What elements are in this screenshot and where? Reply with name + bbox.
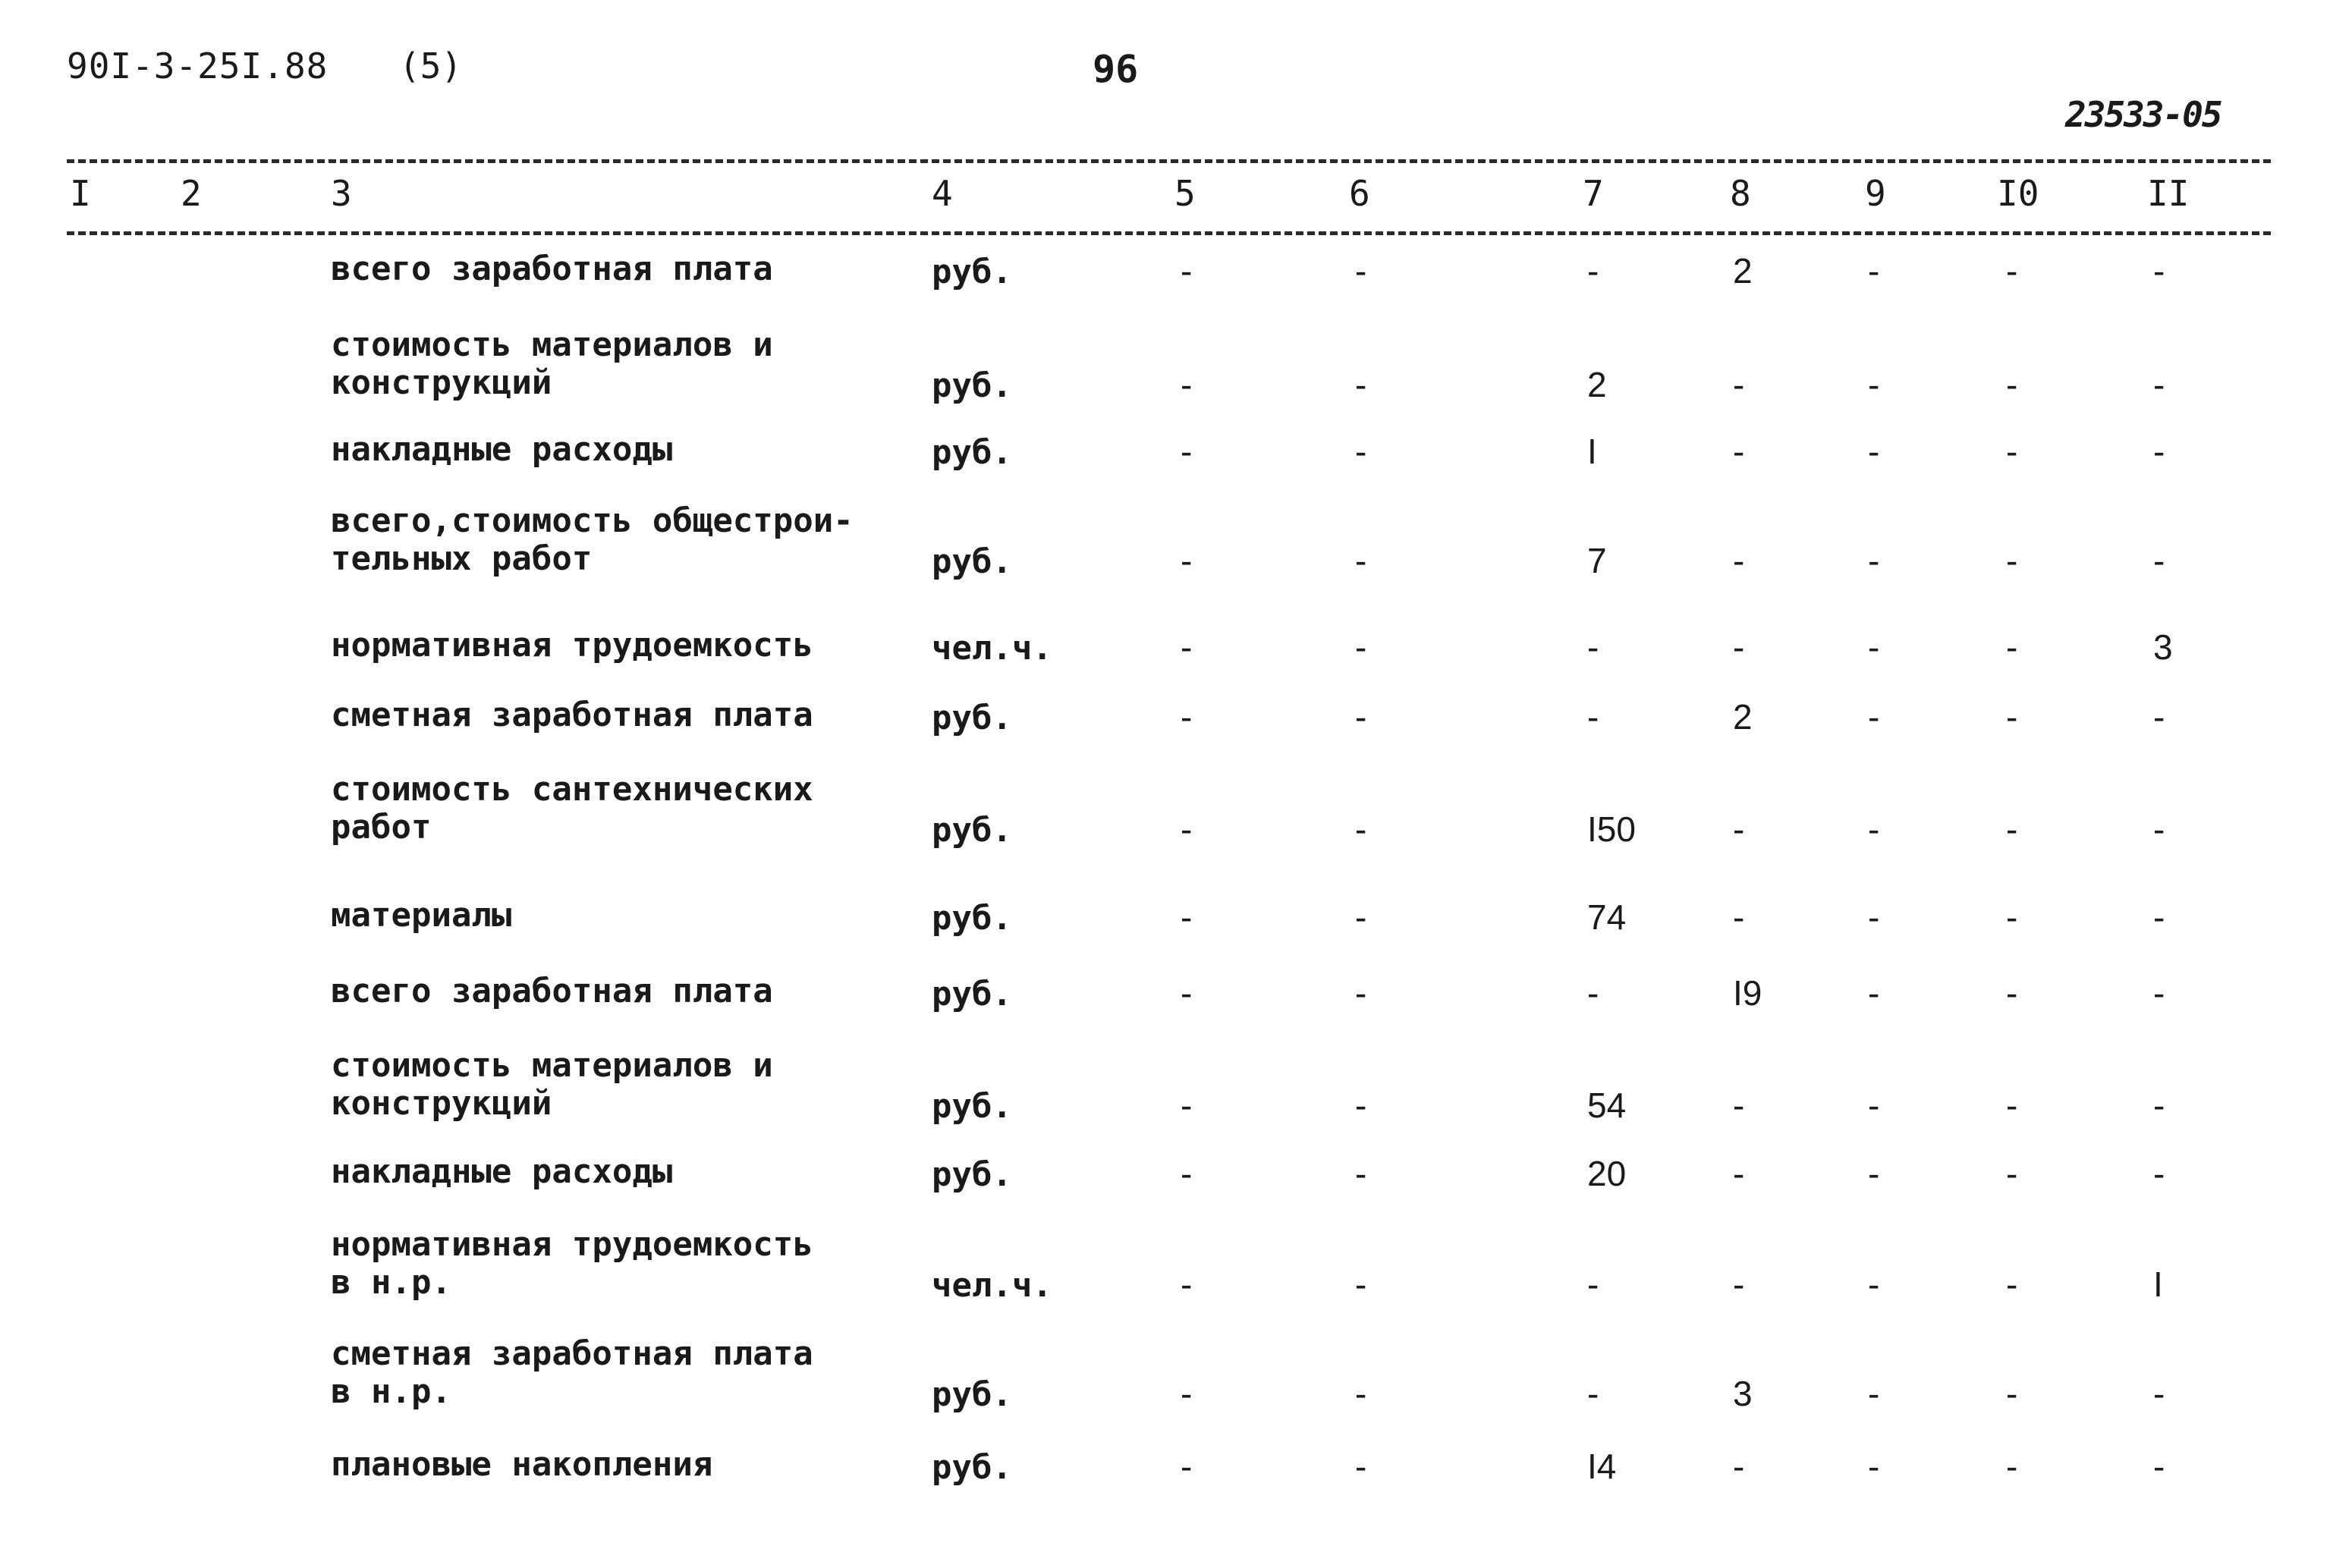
table-cell-c11: - [2153, 1086, 2165, 1125]
row-label-line: в н.р. [331, 1263, 451, 1302]
table-cell-c9: - [1868, 1086, 1880, 1125]
row-unit: руб. [932, 699, 1012, 737]
table-cell-c6: - [1355, 541, 1367, 580]
row-unit: руб. [932, 366, 1012, 405]
table-cell-c10: - [2006, 1086, 2018, 1125]
table-cell-c10: - [2006, 1265, 2018, 1304]
table-cell-c9: - [1868, 1374, 1880, 1413]
table-cell-c8: - [1733, 627, 1745, 667]
table-cell-c6: - [1355, 897, 1367, 937]
row-label [331, 696, 813, 734]
table-cell-c10: - [2006, 1447, 2018, 1486]
table-cell-c6: - [1355, 1447, 1367, 1486]
table-cell-c6: - [1355, 1265, 1367, 1304]
table-cell-c9: - [1868, 1154, 1880, 1193]
table-cell-c5: - [1181, 697, 1193, 737]
row-label-line: стоимость материалов и [331, 1046, 773, 1085]
column-header: 9 [1865, 173, 1886, 214]
row-label-line: в н.р. [331, 1372, 451, 1411]
row-label-line: работ [331, 808, 432, 847]
row-label [331, 1047, 773, 1123]
table-cell-c7: - [1587, 1374, 1599, 1413]
row-unit: руб. [932, 1155, 1012, 1194]
table-cell-c8: 3 [1733, 1374, 1753, 1413]
table-cell-c11: - [2153, 541, 2165, 580]
table-cell-c10: - [2006, 1374, 2018, 1413]
table-cell-c7: I50 [1587, 809, 1636, 849]
table-cell-c10: - [2006, 627, 2018, 667]
row-unit: руб. [932, 899, 1012, 938]
table-cell-c9: - [1868, 432, 1880, 471]
row-label-line: конструкций [331, 363, 552, 402]
table-cell-c9: - [1868, 541, 1880, 580]
row-label-line: конструкций [331, 1084, 552, 1123]
row-unit: руб. [932, 253, 1012, 291]
row-label-line: нормативная трудоемкость [331, 626, 813, 665]
row-label [331, 1335, 813, 1411]
top-dashed-rule [67, 159, 2271, 163]
table-cell-c9: - [1868, 251, 1880, 291]
table-cell-c6: - [1355, 432, 1367, 471]
row-label [331, 431, 672, 469]
table-cell-c8: 2 [1733, 251, 1753, 291]
row-label [331, 1153, 672, 1191]
row-label-line: стоимость сантехнических [331, 770, 813, 809]
table-cell-c7: I4 [1587, 1447, 1617, 1486]
row-label [331, 250, 773, 288]
table-cell-c8: - [1733, 365, 1745, 404]
column-header: 2 [181, 173, 202, 214]
table-cell-c7: - [1587, 627, 1599, 667]
table-cell-c5: - [1181, 1265, 1193, 1304]
table-cell-c7: 54 [1587, 1086, 1627, 1125]
table-cell-c11: I [2153, 1265, 2163, 1304]
handwritten-stamp: 23533-05 [2065, 94, 2222, 135]
table-cell-c5: - [1181, 365, 1193, 404]
column-header: 8 [1730, 173, 1751, 214]
row-unit: руб. [932, 433, 1012, 472]
table-cell-c8: - [1733, 897, 1745, 937]
row-label-line: накладные расходы [331, 430, 673, 469]
table-cell-c6: - [1355, 973, 1367, 1013]
row-label-line: всего,стоимость общестрои- [331, 501, 854, 540]
column-header: 5 [1174, 173, 1196, 214]
table-cell-c8: - [1733, 432, 1745, 471]
table-cell-c5: - [1181, 809, 1193, 849]
sheet-number: (5) [399, 46, 463, 86]
table-cell-c8: I9 [1733, 973, 1762, 1013]
table-cell-c9: - [1868, 1265, 1880, 1304]
row-label [331, 771, 813, 847]
row-label [331, 326, 773, 402]
table-cell-c8: 2 [1733, 697, 1753, 737]
table-cell-c6: - [1355, 627, 1367, 667]
row-label-line: плановые накопления [331, 1445, 713, 1484]
table-cell-c11: - [2153, 1447, 2165, 1486]
column-header: 7 [1583, 173, 1604, 214]
table-cell-c7: - [1587, 973, 1599, 1013]
row-label [331, 502, 854, 578]
row-label-line: тельных работ [331, 539, 593, 578]
table-cell-c5: - [1181, 541, 1193, 580]
table-cell-c5: - [1181, 1374, 1193, 1413]
table-cell-c10: - [2006, 897, 2018, 937]
table-cell-c8: - [1733, 541, 1745, 580]
column-header: 3 [331, 173, 352, 214]
row-label-line: нормативная трудоемкость [331, 1225, 813, 1264]
header-dashed-rule [67, 231, 2271, 235]
table-cell-c6: - [1355, 697, 1367, 737]
row-label-line: стоимость материалов и [331, 325, 773, 364]
table-cell-c9: - [1868, 1447, 1880, 1486]
row-label-line: сметная заработная плата [331, 1334, 813, 1373]
row-unit: чел.ч. [932, 1266, 1052, 1305]
table-cell-c5: - [1181, 897, 1193, 937]
row-label-line: всего заработная плата [331, 972, 773, 1010]
table-cell-c6: - [1355, 809, 1367, 849]
table-cell-c7: - [1587, 251, 1599, 291]
table-cell-c11: 3 [2153, 627, 2173, 667]
column-header: I0 [1997, 173, 2039, 214]
table-cell-c8: - [1733, 1086, 1745, 1125]
row-unit: руб. [932, 1375, 1012, 1414]
table-cell-c6: - [1355, 251, 1367, 291]
table-cell-c5: - [1181, 432, 1193, 471]
document-code: 90I-3-25I.88 [67, 46, 329, 86]
table-cell-c11: - [2153, 1154, 2165, 1193]
table-cell-c8: - [1733, 1447, 1745, 1486]
table-cell-c9: - [1868, 627, 1880, 667]
table-cell-c8: - [1733, 809, 1745, 849]
row-label [331, 973, 773, 1010]
table-cell-c9: - [1868, 697, 1880, 737]
table-cell-c10: - [2006, 697, 2018, 737]
row-label [331, 627, 813, 665]
table-cell-c7: - [1587, 697, 1599, 737]
table-cell-c8: - [1733, 1154, 1745, 1193]
row-unit: руб. [932, 1448, 1012, 1487]
table-cell-c11: - [2153, 897, 2165, 937]
table-cell-c6: - [1355, 1086, 1367, 1125]
table-cell-c11: - [2153, 973, 2165, 1013]
table-cell-c5: - [1181, 251, 1193, 291]
table-cell-c5: - [1181, 1154, 1193, 1193]
table-cell-c10: - [2006, 432, 2018, 471]
table-cell-c11: - [2153, 432, 2165, 471]
table-cell-c10: - [2006, 973, 2018, 1013]
column-header: 6 [1349, 173, 1370, 214]
row-label [331, 1446, 712, 1484]
row-label-line: сметная заработная плата [331, 696, 813, 734]
table-cell-c7: - [1587, 1265, 1599, 1304]
column-header: 4 [932, 173, 953, 214]
table-cell-c11: - [2153, 697, 2165, 737]
table-cell-c11: - [2153, 809, 2165, 849]
table-cell-c9: - [1868, 973, 1880, 1013]
row-label [331, 897, 511, 935]
table-cell-c10: - [2006, 365, 2018, 404]
table-cell-c9: - [1868, 809, 1880, 849]
column-header: I [70, 173, 91, 214]
table-cell-c7: I [1587, 432, 1597, 471]
column-header: II [2147, 173, 2190, 214]
table-cell-c7: 7 [1587, 541, 1607, 580]
row-unit: руб. [932, 542, 1012, 581]
table-cell-c6: - [1355, 1374, 1367, 1413]
table-cell-c7: 2 [1587, 365, 1607, 404]
table-cell-c6: - [1355, 1154, 1367, 1193]
row-unit: руб. [932, 975, 1012, 1013]
table-cell-c5: - [1181, 1086, 1193, 1125]
table-cell-c10: - [2006, 1154, 2018, 1193]
table-cell-c9: - [1868, 897, 1880, 937]
table-cell-c5: - [1181, 973, 1193, 1013]
table-cell-c6: - [1355, 365, 1367, 404]
table-cell-c7: 74 [1587, 897, 1627, 937]
row-unit: руб. [932, 811, 1012, 850]
page-number: 96 [1093, 47, 1139, 91]
table-cell-c10: - [2006, 809, 2018, 849]
row-unit: руб. [932, 1087, 1012, 1126]
table-cell-c11: - [2153, 1374, 2165, 1413]
row-label [331, 1226, 813, 1302]
table-cell-c10: - [2006, 251, 2018, 291]
table-cell-c5: - [1181, 1447, 1193, 1486]
row-label-line: накладные расходы [331, 1152, 673, 1191]
table-cell-c11: - [2153, 365, 2165, 404]
table-cell-c9: - [1868, 365, 1880, 404]
row-label-line: всего заработная плата [331, 250, 773, 288]
table-cell-c7: 20 [1587, 1154, 1627, 1193]
row-label-line: материалы [331, 896, 512, 935]
table-cell-c10: - [2006, 541, 2018, 580]
table-cell-c8: - [1733, 1265, 1745, 1304]
table-cell-c5: - [1181, 627, 1193, 667]
row-unit: чел.ч. [932, 629, 1052, 668]
table-cell-c11: - [2153, 251, 2165, 291]
